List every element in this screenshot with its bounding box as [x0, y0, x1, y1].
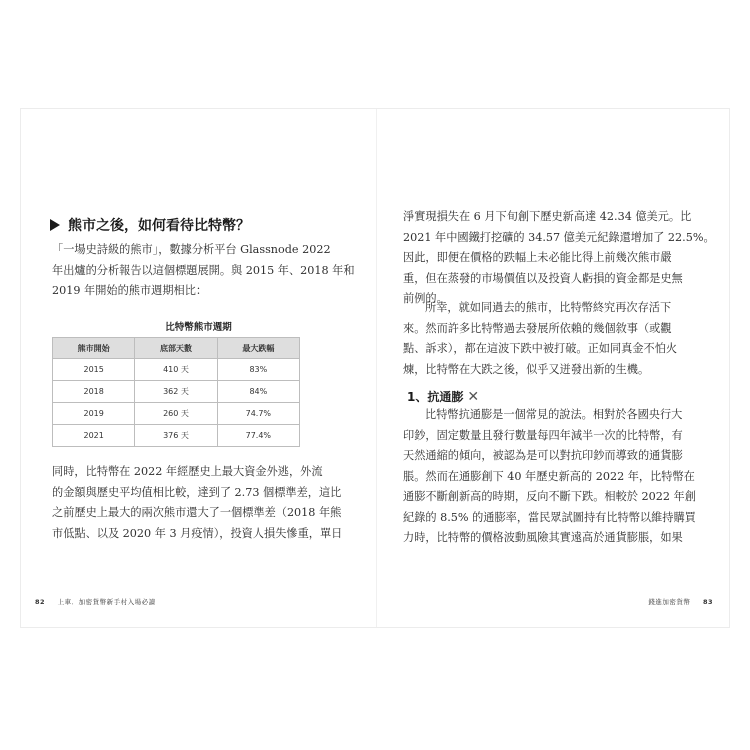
section-heading-text: 熊市之後，如何看待比特幣？ [68, 218, 250, 234]
table-cell: 2021 [53, 425, 135, 447]
text-line: 「一場史詩級的熊市」，數據分析平台 Glassnode 2022 [52, 243, 331, 256]
text-line: 2019 年開始的熊市週期相比： [52, 284, 208, 297]
text-line: 重，但在蒸發的市場價值以及投資人虧損的資金都是史無 [403, 271, 683, 285]
paragraph-1 [403, 207, 715, 310]
text-line: 比特幣抗通膨是一個常見的說法。相對於各國央行大 [425, 408, 683, 421]
text-line: 印鈔，固定數量且發行數量每四年減半一次的比特幣，有 [403, 428, 683, 442]
table-row [53, 359, 300, 381]
triangle-bullet-icon [50, 219, 60, 231]
column-header: 熊市開始 [53, 338, 135, 359]
text-line: 前例的。 [403, 292, 448, 305]
table-row [53, 425, 300, 447]
text-line: 同時，比特幣在 2022 年經歷史上最大資金外逃，外流 [52, 465, 323, 478]
text-line: 點、訴求），都在這波下跌中被打破。正如同真金不怕火 [403, 342, 678, 355]
table-cell: 376 天 [135, 425, 217, 447]
table-cell: 260 天 [135, 403, 217, 425]
text-line: 紀錄的 8.5% 的通膨率，當民眾試圖持有比特幣以維持購買 [403, 510, 696, 524]
left-footer [35, 597, 156, 606]
text-line: 淨實現損失在 6 月下旬創下歷史新高達 42.34 億美元。比 [403, 210, 692, 223]
table-cell: 410 天 [135, 359, 217, 381]
running-title: 錢進加密貨幣 [648, 598, 691, 606]
text-line: 脹。然而在通膨創下 40 年歷史新高的 2022 年，比特幣在 [403, 469, 695, 483]
text-line: 的金額與歷史平均值相比較，達到了 2.73 個標準差，這比 [52, 485, 342, 499]
table-title: 比特幣熊市週期 [165, 322, 232, 333]
text-line: 年出爐的分析報告以這個標題展開。與 2015 年、2018 年和 [52, 263, 355, 277]
paragraph-2 [403, 298, 677, 380]
paragraph-3 [403, 405, 696, 549]
right-footer [648, 597, 713, 606]
bear-market-table [52, 337, 300, 447]
section-heading [50, 215, 250, 235]
page-number: 82 [35, 598, 46, 606]
text-line: 因此，即便在價格的跌幅上未必能比得上前幾次熊市嚴 [403, 251, 672, 264]
table-cell: 362 天 [135, 381, 217, 403]
column-header: 最大跌幅 [217, 338, 299, 359]
table-cell: 74.7% [217, 403, 299, 425]
running-title: 上車．加密貨幣新手村入場必讀 [57, 598, 156, 606]
table-cell: 84% [217, 381, 299, 403]
table-cell: 77.4% [217, 425, 299, 447]
text-line: 所幸，就如同過去的熊市，比特幣終究再次存活下 [425, 301, 672, 314]
text-line: 煉，比特幣在大跌之後，似乎又迸發出新的生機。 [403, 362, 650, 376]
table-cell: 2018 [53, 381, 135, 403]
table-cell: 83% [217, 359, 299, 381]
text-line: 通膨不斷創新高的時期，反向不斷下跌。相較於 2022 年創 [403, 490, 696, 503]
column-header: 底部天數 [135, 338, 217, 359]
text-line: 市低點、以及 2020 年 3 月疫情），投資人損失慘重，單日 [52, 526, 343, 540]
text-line: 來。然而許多比特幣過去發展所依賴的幾個敘事（或觀 [403, 321, 672, 335]
right-page [377, 109, 731, 627]
body-paragraph [52, 462, 342, 544]
table-row [53, 403, 300, 425]
table-cell: 2019 [53, 403, 135, 425]
page-number: 83 [702, 598, 713, 606]
intro-paragraph [52, 240, 355, 302]
table-row [53, 381, 300, 403]
subheading [407, 388, 479, 405]
text-line: 天然通縮的傾向，被認為是可以對抗印鈔而導致的通貨膨 [403, 449, 683, 462]
text-line: 2021 年中國鐵打挖礦的 34.57 億美元紀錄還增加了 22.5%。 [403, 230, 715, 244]
left-page [21, 109, 376, 627]
text-line: 之前歷史上最大的兩次熊市還大了一個標準差（2018 年熊 [52, 506, 342, 519]
book-spread [20, 108, 730, 628]
subheading-text: 1、抗通膨 [407, 390, 464, 404]
table-header-row [53, 338, 300, 359]
cross-mark-icon: ✕ [467, 389, 480, 405]
table-cell: 2015 [53, 359, 135, 381]
text-line: 力時，比特幣的價格波動風險其實遠高於通貨膨脹，如果 [403, 531, 683, 544]
